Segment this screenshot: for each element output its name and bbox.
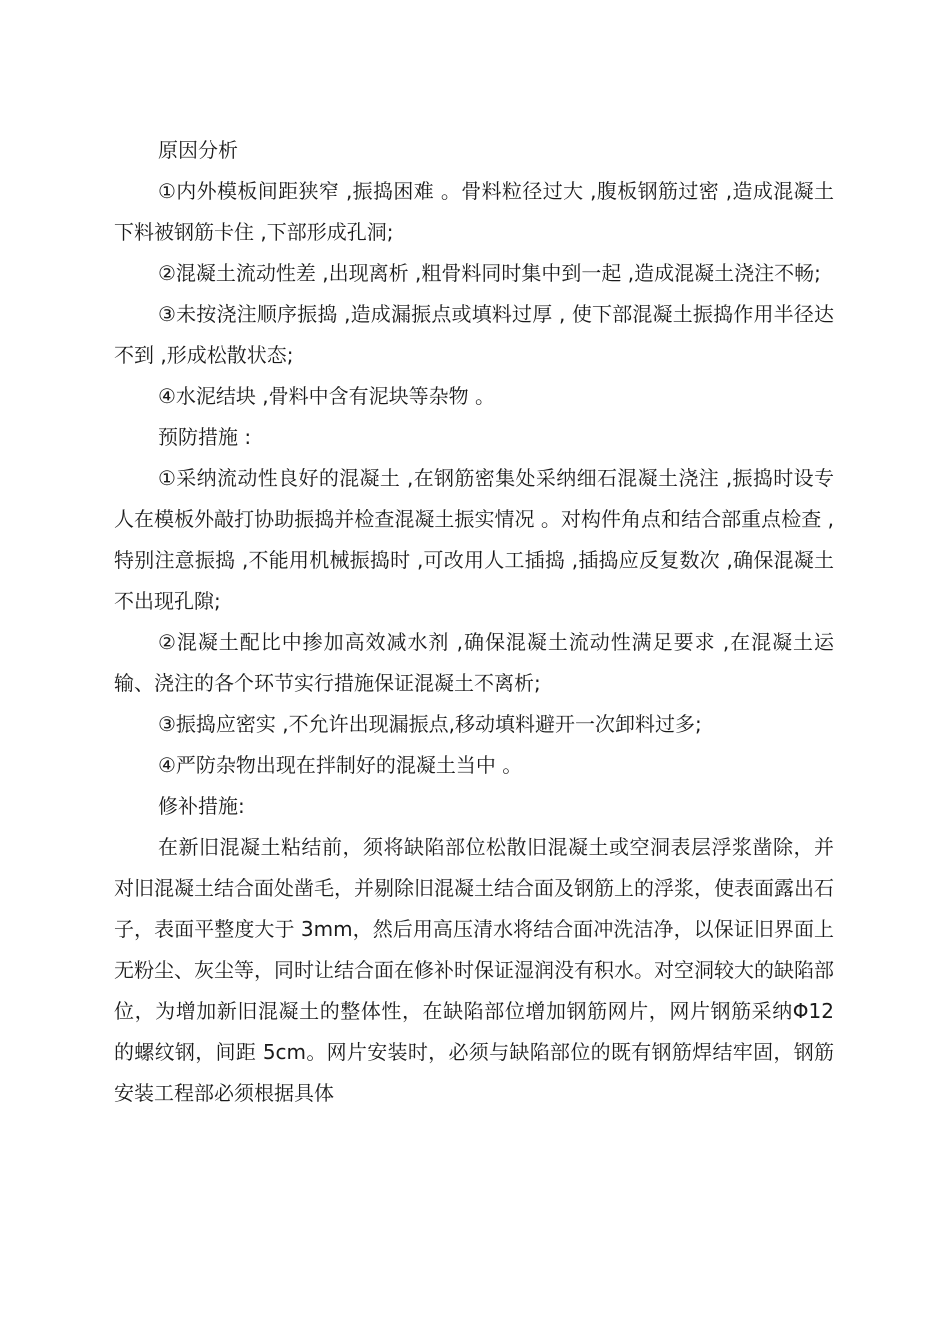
repair-paragraph: 在新旧混凝土粘结前，须将缺陷部位松散旧混凝土或空洞表层浮浆凿除，并对旧混凝土结合面处凿毛，并剔除旧混凝土结合面及钢筋上的浮浆，使表面露出石子，表面平整度大于 3mm，然后用高压清水将结合面冲洗洁净，以保证旧界面上无粉尘、灰尘等，同时让结合面在修补时保证湿润没有积水。对空洞较大的缺陷部位，为增加新旧混凝土的整体性，在缺陷部位增加钢筋网片，网片钢筋采纳Φ12 的螺纹钢，间距 5cm。网片安装时，必须与缺陷部位的既有钢筋焊结牢固，钢筋安装工程部必须根据具体 — [114, 835, 834, 1105]
prevention-item-3: ③振捣应密实 ,不允许出现漏振点,移动填料避开一次卸料过多; — [158, 712, 702, 736]
cause-item-1: ①内外模板间距狭窄 ,振捣困难 。骨料粒径过大 ,腹板钢筋过密 ,造成混凝土下料被钢筋卡住 ,下部形成孔洞; — [114, 179, 834, 244]
document-body — [114, 130, 834, 1114]
cause-item-2: ②混凝土流动性差 ,出现离析 ,粗骨料同时集中到一起 ,造成混凝土浇注不畅; — [158, 261, 821, 285]
prevention-item-2: ②混凝土配比中掺加高效减水剂 ,确保混凝土流动性满足要求 ,在混凝土运输、浇注的各个环节实行措施保证混凝土不离析; — [114, 630, 834, 695]
section-heading-prevention: 预防措施 : — [158, 425, 252, 449]
cause-item-3: ③未按浇注顺序振捣 ,造成漏振点或填料过厚 , 使下部混凝土振捣作用半径达不到 ,形成松散状态; — [114, 302, 834, 367]
section-heading-repair: 修补措施: — [158, 794, 245, 818]
cause-item-4: ④水泥结块 ,骨料中含有泥块等杂物 。 — [158, 384, 496, 408]
prevention-item-1: ①采纳流动性良好的混凝土 ,在钢筋密集处采纳细石混凝土浇注 ,振捣时设专人在模板外敲打协助振捣并检查混凝土振实情况 。对构件角点和结合部重点检查 ,特别注意振捣 ,不能用机械振捣时 ,可改用人工插捣 ,插捣应反复数次 ,确保混凝土不出现孔隙; — [114, 466, 834, 613]
prevention-item-4: ④严防杂物出现在拌制好的混凝土当中 。 — [158, 753, 523, 777]
section-heading-cause-analysis: 原因分析 — [158, 138, 238, 162]
